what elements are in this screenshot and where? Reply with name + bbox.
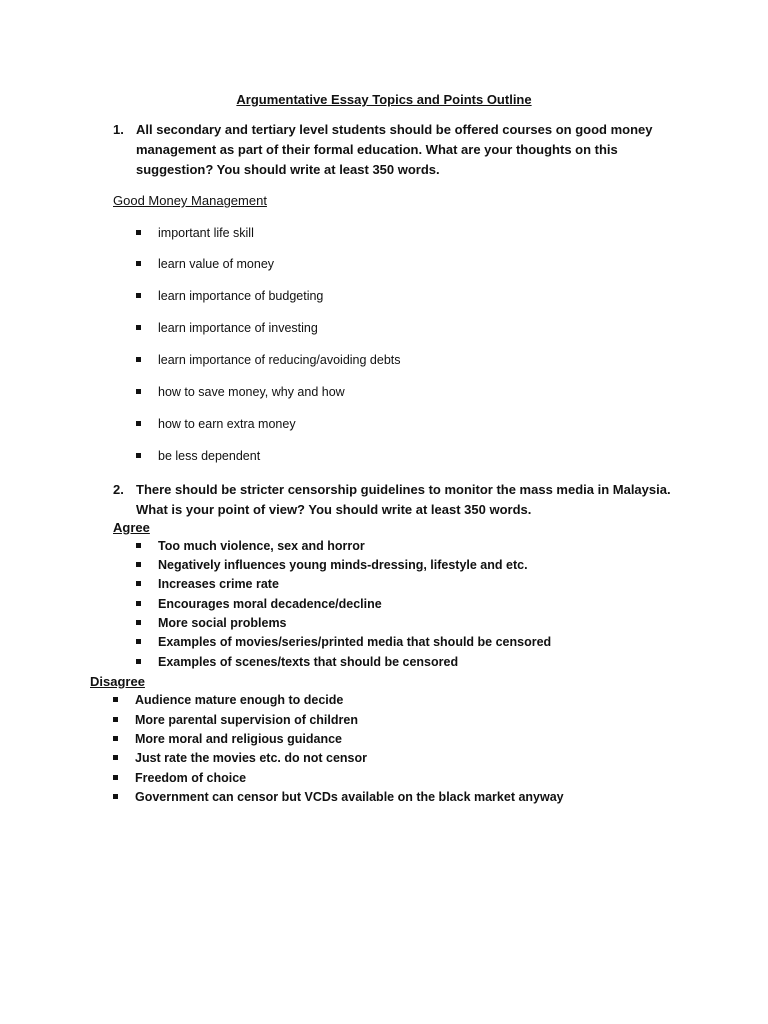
question-2	[113, 480, 693, 520]
list-item: Examples of movies/series/printed media that should be censored	[136, 635, 551, 649]
bullet-icon	[136, 659, 141, 664]
bullet-icon	[136, 421, 141, 426]
bullet-icon	[113, 717, 118, 722]
list-item: be less dependent	[136, 449, 260, 463]
list-item: Freedom of choice	[113, 771, 246, 785]
question-2-text: There should be stricter censorship guidelines to monitor the mass media in Malaysia. What is your point of view? You should write at least 350 words.	[136, 482, 671, 517]
question-1-number: 1.	[113, 122, 124, 137]
bullet-icon	[136, 389, 141, 394]
bullet-icon	[136, 601, 141, 606]
bullet-icon	[136, 543, 141, 548]
bullet-icon	[113, 736, 118, 741]
list-item: learn importance of reducing/avoiding debts	[136, 353, 401, 367]
list-item: how to earn extra money	[136, 417, 296, 431]
list-item: More parental supervision of children	[113, 713, 358, 727]
list-item: More social problems	[136, 616, 287, 630]
section-heading-good-money-management: Good Money Management	[113, 193, 267, 208]
list-item: Just rate the movies etc. do not censor	[113, 751, 367, 765]
bullet-icon	[113, 755, 118, 760]
list-item: Audience mature enough to decide	[113, 693, 343, 707]
list-item: important life skill	[136, 226, 254, 240]
list-item: learn value of money	[136, 257, 274, 271]
bullet-icon	[136, 325, 141, 330]
list-item: Government can censor but VCDs available on the black market anyway	[113, 790, 564, 804]
bullet-icon	[136, 293, 141, 298]
list-item: how to save money, why and how	[136, 385, 345, 399]
bullet-icon	[136, 357, 141, 362]
list-item: Increases crime rate	[136, 577, 279, 591]
list-item: Examples of scenes/texts that should be censored	[136, 655, 458, 669]
question-2-number: 2.	[113, 482, 124, 497]
bullet-icon	[136, 639, 141, 644]
section-heading-agree: Agree	[113, 520, 150, 535]
bullet-icon	[113, 775, 118, 780]
list-item: Too much violence, sex and horror	[136, 539, 365, 553]
bullet-icon	[113, 697, 118, 702]
bullet-icon	[136, 261, 141, 266]
bullet-icon	[113, 794, 118, 799]
list-item: More moral and religious guidance	[113, 732, 342, 746]
bullet-icon	[136, 453, 141, 458]
question-1	[113, 120, 693, 180]
document-title: Argumentative Essay Topics and Points Outline	[236, 92, 532, 107]
list-item: Encourages moral decadence/decline	[136, 597, 382, 611]
bullet-icon	[136, 581, 141, 586]
question-1-text: All secondary and tertiary level students should be offered courses on good money management as part of their formal education. What are your thoughts on this suggestion? You should write at least 350 words.	[136, 122, 653, 177]
list-item: Negatively influences young minds-dressing, lifestyle and etc.	[136, 558, 528, 572]
list-item: learn importance of investing	[136, 321, 318, 335]
section-heading-disagree: Disagree	[90, 674, 145, 689]
bullet-icon	[136, 562, 141, 567]
bullet-icon	[136, 230, 141, 235]
list-item: learn importance of budgeting	[136, 289, 323, 303]
bullet-icon	[136, 620, 141, 625]
